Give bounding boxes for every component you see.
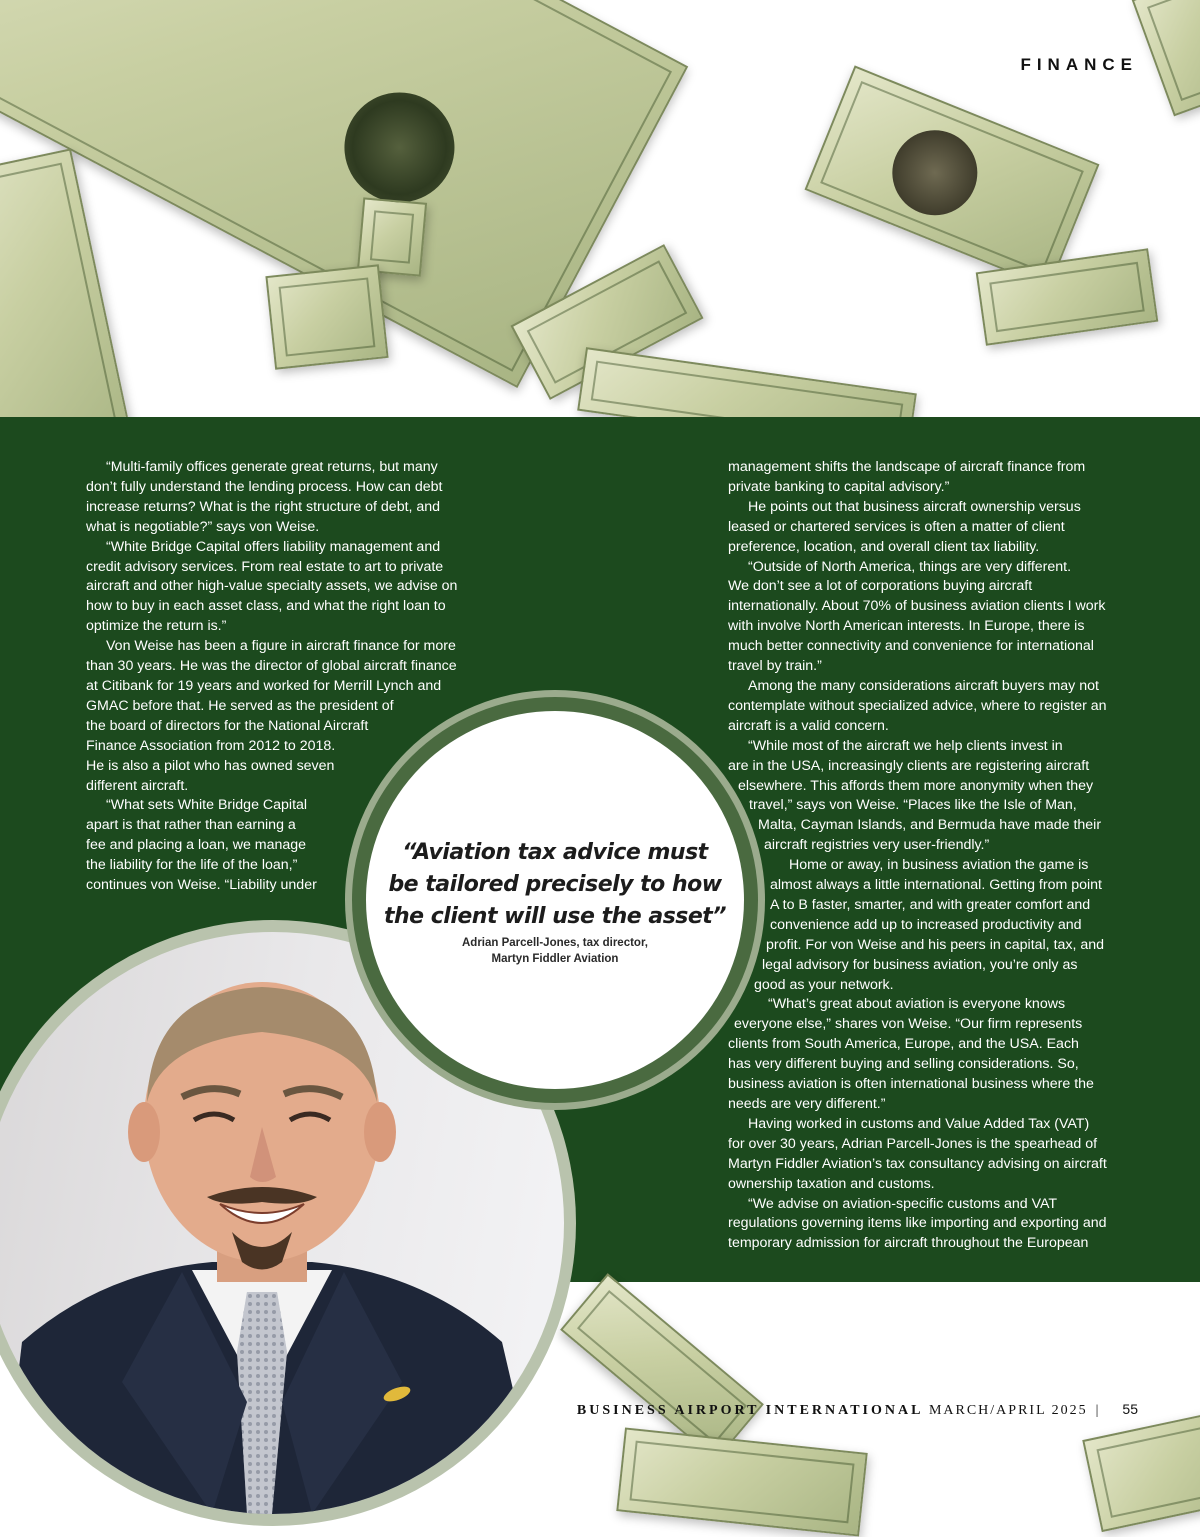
body-text-line: regulations governing items like importing and exporting and (728, 1215, 1107, 1232)
body-text-line: travel,” says von Weise. “Places like the Isle of Man, (749, 797, 1077, 814)
body-text-line: clients from South America, Europe, and the USA. Each (728, 1036, 1079, 1053)
body-text-line: everyone else,” shares von Weise. “Our firm represents (734, 1016, 1083, 1033)
magazine-name: BUSINESS AIRPORT INTERNATIONAL (576, 1403, 924, 1418)
body-text-line: GMAC before that. He served as the president of (86, 697, 394, 714)
body-text-line: “White Bridge Capital offers liability management and (106, 538, 441, 555)
body-text-line: much better connectivity and convenience for international (728, 638, 1094, 655)
body-text-line: credit advisory services. From real estate to art to private (86, 558, 444, 575)
body-text-line: Martyn Fiddler Aviation’s tax consultancy advising on aircraft (728, 1155, 1107, 1172)
dollar-bill-graphic (577, 347, 917, 417)
body-text-line: We don’t see a lot of corporations buying aircraft (728, 578, 1033, 595)
body-text-line: private banking to capital advisory.” (728, 478, 950, 495)
body-text-line: aircraft and other high-value specialty assets, we advise on (86, 578, 458, 595)
body-text-line: the liability for the life of the loan,” (86, 857, 298, 874)
pull-quote-attribution (380, 935, 730, 967)
body-text-line: Having worked in customs and Value Added Tax (VAT) (748, 1115, 1090, 1132)
pull-quote-line: “Aviation tax advice must (402, 840, 708, 865)
body-text-line: continues von Weise. “Liability under (86, 877, 317, 894)
body-text-line: legal advisory for business aviation, you’re only as (762, 956, 1078, 973)
body-text-line: “Outside of North America, things are very different. (748, 558, 1072, 575)
body-text-line: Home or away, in business aviation the game is (789, 857, 1089, 874)
body-text-line: temporary admission for aircraft throughout the European (728, 1235, 1089, 1252)
body-text-line: different aircraft. (86, 777, 189, 794)
body-text-line: good as your network. (754, 976, 894, 993)
body-text-line: has very different buying and selling considerations. So, (728, 1056, 1079, 1073)
body-text-line: “We advise on aviation-specific customs and VAT (748, 1195, 1058, 1212)
footer-separator: | (1095, 1403, 1101, 1418)
body-text-line: Malta, Cayman Islands, and Bermuda have made their (758, 817, 1102, 834)
body-text-line: optimize the return is.” (86, 618, 227, 635)
pull-quote-line: be tailored precisely to how (388, 872, 722, 897)
article-right-column (728, 458, 1138, 1254)
pull-quote-line: the client will use the asset” (384, 904, 726, 929)
attribution-line: Martyn Fiddler Aviation (491, 953, 619, 965)
body-text-line: with involve North American interests. In Europe, there is (728, 618, 1085, 635)
body-text-line: “What sets White Bridge Capital (106, 797, 308, 814)
body-text-line: Finance Association from 2012 to 2018. (86, 737, 336, 754)
dollar-bill-graphic (805, 65, 1100, 288)
dollar-bill-graphic (1082, 1402, 1200, 1532)
body-text-line: at Citibank for 19 years and worked for Merrill Lynch and (86, 677, 442, 694)
body-text-line: Among the many considerations aircraft buyers may not (748, 677, 1099, 694)
body-text-line: management shifts the landscape of aircraft finance from (728, 459, 1086, 475)
section-label: FINANCE (1020, 55, 1138, 74)
body-text-line: how to buy in each asset class, and what the right loan to (86, 598, 446, 615)
page-number: 55 (1122, 1401, 1138, 1417)
body-text-line: fee and placing a loan, we manage (86, 837, 307, 854)
body-text-line: travel by train.” (728, 658, 822, 675)
body-text-line: internationally. About 70% of business aviation clients I work (728, 598, 1106, 615)
dollar-bill-graphic (1132, 0, 1200, 116)
body-text-line: needs are very different.” (728, 1096, 886, 1112)
body-text-line: leased or chartered services is often a matter of client (728, 518, 1065, 535)
body-text-line: aircraft is a valid concern. (728, 717, 889, 734)
dollar-bill-graphic (616, 1427, 867, 1536)
portrait-oval-graphic (880, 117, 991, 228)
body-text-line: “Multi-family offices generate great returns, but many (106, 459, 438, 475)
body-text-line: are in the USA, increasingly clients are registering aircraft (728, 757, 1090, 774)
body-text-line: He points out that business aircraft ownership versus (748, 498, 1081, 515)
body-text-line: contemplate without specialized advice, where to register an (728, 697, 1107, 714)
body-text-line: the board of directors for the National Aircraft (86, 717, 369, 734)
body-text-line: don’t fully understand the lending process. How can debt (86, 478, 443, 495)
body-text-line: Von Weise has been a figure in aircraft finance for more (106, 638, 456, 655)
body-text-line: increase returns? What is the right structure of debt, and (86, 498, 441, 515)
body-text-line: “While most of the aircraft we help clients invest in (748, 737, 1063, 754)
body-text-line: “What’s great about aviation is everyone knows (768, 996, 1066, 1013)
body-text-line: ownership taxation and customs. (728, 1175, 935, 1192)
pull-quote (380, 837, 730, 933)
issue-date: MARCH/APRIL 2025 (928, 1403, 1088, 1418)
dollar-bill-graphic (265, 264, 388, 369)
body-text-line: business aviation is often international business where the (728, 1076, 1094, 1093)
body-text-line: aircraft registries very user-friendly.” (764, 837, 990, 854)
body-text-line: A to B faster, smarter, and with greater comfort and (770, 896, 1091, 913)
body-text-line: convenience add up to increased productivity and (770, 916, 1082, 933)
body-text-line: apart is that rather than earning a (86, 817, 296, 834)
body-text-line: than 30 years. He was the director of global aircraft finance (86, 658, 457, 675)
body-text-line: for over 30 years, Adrian Parcell-Jones is the spearhead of (728, 1135, 1098, 1152)
body-text-line: elsewhere. This affords them more anonymity when they (738, 777, 1094, 794)
page-footer (577, 1401, 1138, 1419)
body-text-line: almost always a little international. Getting from point (770, 877, 1102, 894)
body-text-line: preference, location, and overall client tax liability. (728, 538, 1040, 555)
body-text-line: profit. For von Weise and his peers in capital, tax, and (766, 936, 1105, 953)
body-text-line: what is negotiable?” says von Weise. (86, 518, 320, 535)
attribution-line: Adrian Parcell-Jones, tax director, (462, 937, 648, 949)
body-text-line: He is also a pilot who has owned seven (86, 757, 335, 774)
dollar-bill-graphic (0, 148, 134, 417)
